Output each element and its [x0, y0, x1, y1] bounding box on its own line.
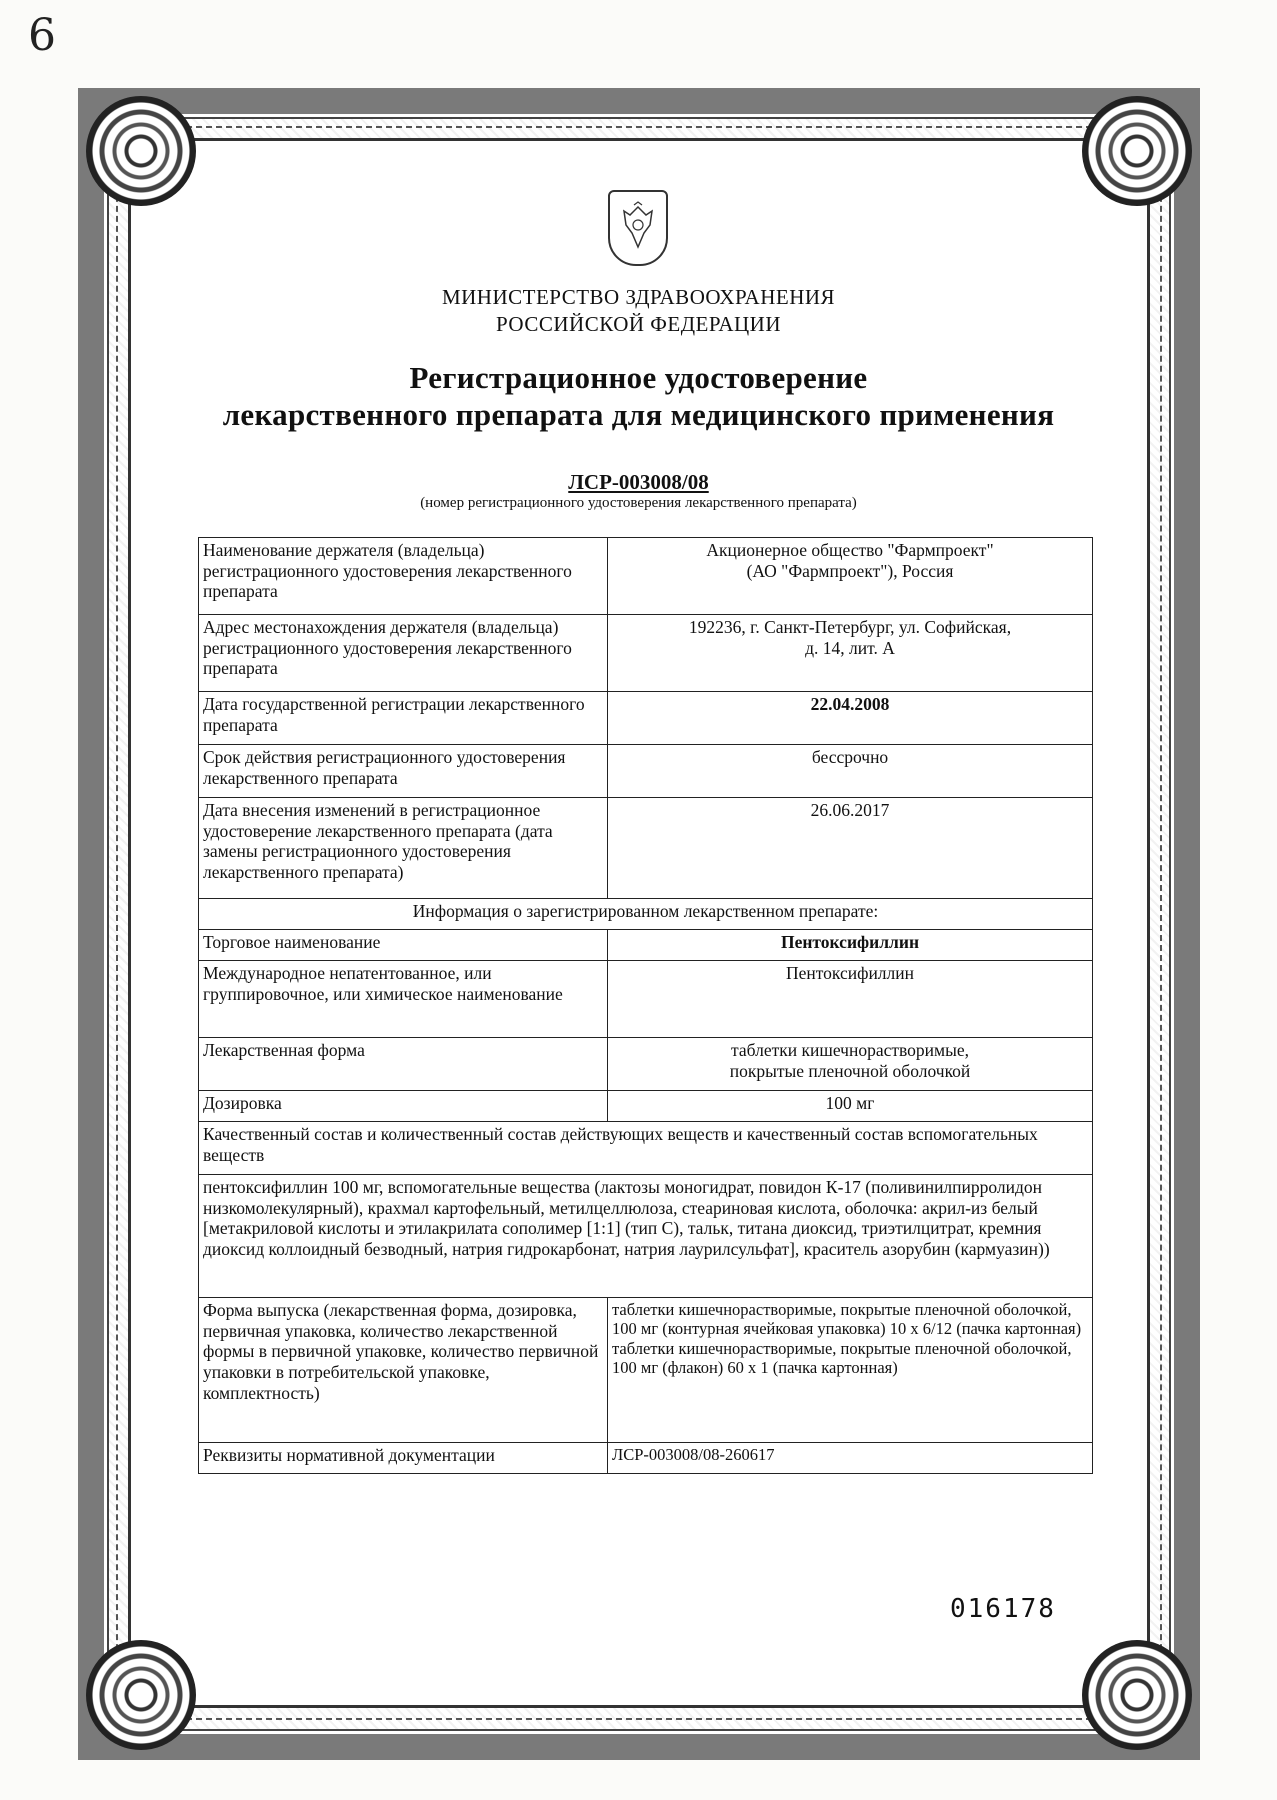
certificate-table — [198, 537, 1093, 1474]
table-row — [199, 899, 1093, 930]
table-row — [199, 745, 1093, 798]
table-row — [199, 930, 1093, 961]
corner-rosette-icon — [1082, 96, 1192, 206]
corner-rosette-icon — [86, 1640, 196, 1750]
trade-name-value: Пентоксифиллин — [608, 930, 1093, 961]
serial-number: 016178 — [950, 1594, 1056, 1624]
dosage-form-line: покрытые пленочной оболочкой — [729, 1060, 971, 1081]
document-title: Регистрационное удостоверение — [409, 360, 868, 395]
table-row — [199, 1091, 1093, 1122]
table-row — [199, 1298, 1093, 1443]
registration-date-label: Дата государственной регистрации лекарственного препарата — [199, 692, 608, 745]
holder-address-value — [608, 615, 1093, 692]
table-row — [199, 1122, 1093, 1175]
changes-date-value: 26.06.2017 — [608, 798, 1093, 899]
composition-header: Качественный состав и количественный состав действующих веществ и качественный состав вспомогательных веществ — [199, 1122, 1093, 1175]
release-form-value — [608, 1298, 1093, 1443]
coat-of-arms-icon — [608, 190, 668, 266]
dosage-form-value — [608, 1038, 1093, 1091]
registration-number-caption: (номер регистрационного удостоверения лекарственного препарата) — [420, 495, 857, 511]
release-form-line: таблетки кишечнорастворимые, покрытые пленочной оболочкой, 100 мг (контурная ячейковая упаковка) 10 х 6/12 (пачка картонная) — [612, 1300, 1082, 1339]
registration-number: ЛСР-003008/08 — [568, 470, 709, 494]
table-row — [199, 1175, 1093, 1298]
dose-value: 100 мг — [608, 1091, 1093, 1122]
table-row — [199, 538, 1093, 615]
corner-note: 6 — [28, 10, 56, 61]
holder-address-label: Адрес местонахождения держателя (владельца) регистрационного удостоверения лекарственного препарата — [199, 615, 608, 692]
ministry-name: МИНИСТЕРСТВО ЗДРАВООХРАНЕНИЯ — [441, 285, 836, 309]
holder-name-value — [608, 538, 1093, 615]
holder-name-line: (АО "Фармпроект"), Россия — [746, 560, 954, 581]
dosage-form-label: Лекарственная форма — [199, 1038, 608, 1091]
info-header: Информация о зарегистрированном лекарственном препарате: — [199, 899, 1093, 930]
dose-label: Дозировка — [199, 1091, 608, 1122]
validity-value: бессрочно — [608, 745, 1093, 798]
ministry-country: РОССИЙСКОЙ ФЕДЕРАЦИИ — [496, 312, 781, 336]
normative-doc-label: Реквизиты нормативной документации — [199, 1443, 608, 1474]
release-form-line: таблетки кишечнорастворимые, покрытые пленочной оболочкой, 100 мг (флакон) 60 х 1 (пачка картонная) — [612, 1338, 1072, 1378]
corner-rosette-icon — [86, 96, 196, 206]
inn-label: Международное непатентованное, или группировочное, или химическое наименование — [199, 961, 608, 1038]
inn-value: Пентоксифиллин — [608, 961, 1093, 1038]
holder-address-line: 192236, г. Санкт-Петербург, ул. Софийская, — [688, 617, 1012, 637]
holder-name-line: Акционерное общество "Фармпроект" — [706, 540, 994, 560]
table-row — [199, 961, 1093, 1038]
table-row — [199, 1443, 1093, 1474]
table-row — [199, 1038, 1093, 1091]
release-form-label: Форма выпуска (лекарственная форма, дозировка, первичная упаковка, количество лекарственной формы в первичной упаковке, количество первичной упаковки в потребительской упаковке, комплектность) — [199, 1298, 608, 1443]
holder-name-label: Наименование держателя (владельца) регистрационного удостоверения лекарственного препарата — [199, 538, 608, 615]
registration-date-value: 22.04.2008 — [608, 692, 1093, 745]
table-row — [199, 615, 1093, 692]
changes-date-label: Дата внесения изменений в регистрационное удостоверение лекарственного препарата (дата замены регистрационного удостоверения лекарственного препарата) — [199, 798, 608, 899]
validity-label: Срок действия регистрационного удостоверения лекарственного препарата — [199, 745, 608, 798]
table-row — [199, 798, 1093, 899]
trade-name-label: Торговое наименование — [199, 930, 608, 961]
table-row — [199, 692, 1093, 745]
dosage-form-line: таблетки кишечнорастворимые, — [731, 1040, 969, 1060]
corner-rosette-icon — [1082, 1640, 1192, 1750]
composition-text: пентоксифиллин 100 мг, вспомогательные вещества (лактозы моногидрат, повидон К-17 (поливинилпирролидон низкомолекулярный), крахмал картофельный, метилцеллюлоза, стеариновая кислота, оболочка: акрил-из белый [метакриловой кислоты и этилакрилата сополимер [1:1] (тип С), тальк, титана диоксид, триэтилцитрат, кремния диоксид коллоидный безводный, натрия гидрокарбонат, натрия лаурилсульфат], краситель азорубин (кармуазин)) — [199, 1175, 1093, 1298]
document-subtitle: лекарственного препарата для медицинского применения — [222, 397, 1055, 432]
holder-address-line: д. 14, лит. А — [805, 637, 895, 658]
normative-doc-value: ЛСР-003008/08-260617 — [608, 1443, 1093, 1474]
